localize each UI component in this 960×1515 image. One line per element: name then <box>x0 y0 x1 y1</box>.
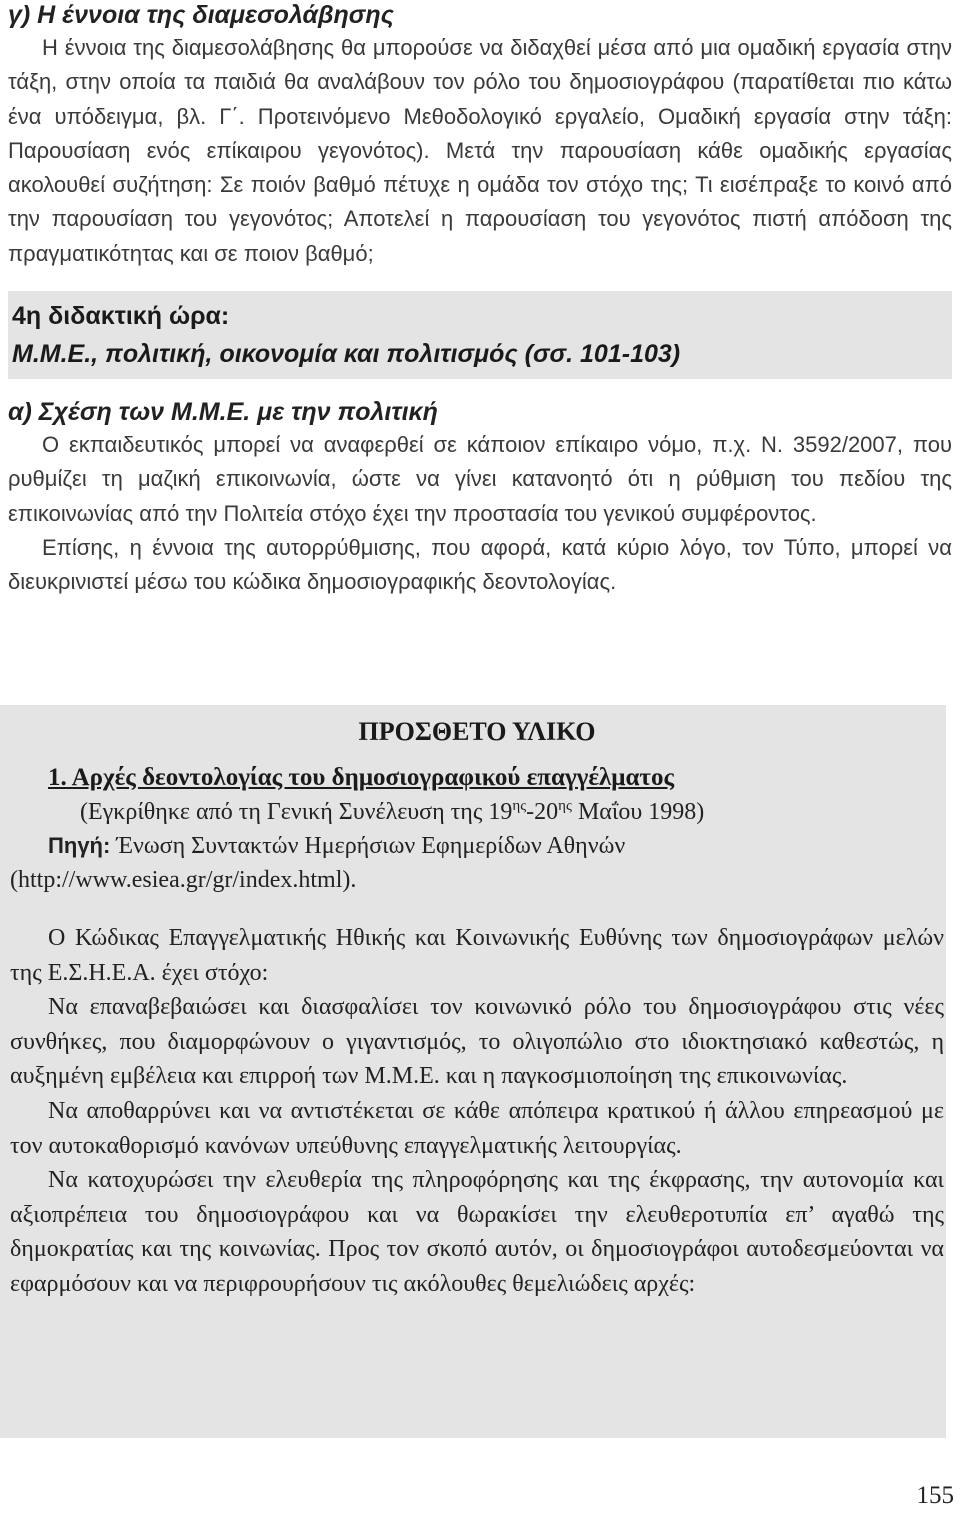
code-paragraph: Να αποθαρρύνει και να αντιστέκεται σε κάθε απόπειρα κρατικού ή άλλου επηρεασμού με τον αυτοκαθορισμό κανόνων υπεύθυνης επαγγελματικής λειτουργίας. <box>10 1097 944 1159</box>
code-paragraph: Να επαναβεβαιώσει και διασφαλίσει τον κοινωνικό ρόλο του δημοσιογράφου στις νέες συνθήκες, που διαμορφώνουν ο γιγαντισμός, το ολιγοπώλιο στο ιδιοκτησιακό καθεστώς, η αυξημένη εμβέλεια και επιρροή των Μ.Μ.Ε. και η παγκοσμιοποίηση της επικοινωνίας. <box>10 994 944 1090</box>
source-label: Πηγή: <box>48 833 111 858</box>
code-paragraph: Ο Κώδικας Επαγγελματικής Ηθικής και Κοινωνικής Ευθύνης των δημοσιογράφων μελών της Ε.Σ.Η.Ε.Α. έχει στόχο: <box>10 925 944 986</box>
extra-material-title: ΠΡΟΣΘΕΤΟ ΥΛΙΚΟ <box>358 717 596 746</box>
lesson-subtitle: Μ.Μ.Ε., πολιτική, οικονομία και πολιτισμός (σσ. 101-103) <box>12 340 681 369</box>
source-text: Ένωση Συντακτών Ημερήσιων Εφημερίδων Αθηνών (http://www.esiea.gr/gr/index.html). <box>10 833 626 893</box>
page-number: 155 <box>916 1482 954 1509</box>
section-c-heading: γ) Η έννοια της διαμεσολάβησης <box>8 1 394 29</box>
approval-note: (Εγκρίθηκε από τη Γενική Συνέλευση της $19^{\eta\varsigma}-20^{\eta\varsigma}$ Μαΐου 1998) <box>80 798 705 825</box>
section-a-heading: α) Σχέση των Μ.Μ.Ε. με την πολιτική <box>8 398 438 427</box>
code-paragraph: Να κατοχυρώσει την ελευθερία της πληροφόρησης και της έκφρασης, την αυτονομία και αξιοπρέπεια του δημοσιογράφου και να θωρακίσει την ελευθεροτυπία επ’ αγαθώ της δημοκρατίας και της κοινωνίας. Προς τον σκοπό αυτόν, οι δημοσιογράφοι αυτοδεσμεύονται να εφαρμόσουν και να περιφρουρήσουν τις ακόλουθες θεμελιώδεις αρχές: <box>10 1167 944 1297</box>
section-a-paragraph-2: Επίσης, η έννοια της αυτορρύθμισης, που αφορά, κατά κύριο λόγο, τον Τύπο, μπορεί να διευκρινιστεί μέσω του κώδικα δημοσιογραφικής δεοντολογίας. <box>8 534 952 595</box>
extra-material-box <box>0 705 946 1438</box>
source-line <box>10 829 944 897</box>
page-content <box>8 0 952 600</box>
article-title: 1. Αρχές δεοντολογίας του δημοσιογραφικού επαγγέλματος <box>48 764 674 791</box>
lesson-title: 4η διδακτική ώρα: <box>12 302 230 331</box>
section-c-paragraph: Η έννοια της διαμεσολάβησης θα μπορούσε να διδαχθεί μέσα από μια ομαδική εργασία στην τάξη, στην οποία τα παιδιά θα αναλάβουν τον ρόλο του δημοσιογράφου (παρατίθεται πιο κάτω ένα υπόδειγμα, βλ. Γ΄. Προτεινόμενο Μεθοδολογικό εργαλείο, Ομαδική εργασία στην τάξη: Παρουσίαση ενός επίκαιρου γεγονότος). Μετά την παρουσίαση κάθε ομαδικής εργασίας ακολουθεί συζήτηση: Σε ποιόν βαθμό πέτυχε η ομάδα τον στόχο της; Τι εισέπραξε το κοινό από την παρουσίαση του γεγονότος; Αποτελεί η παρουσίαση του γεγονότος πιστή απόδοση της πραγματικότητας και σε ποιον βαθμό; <box>8 35 952 266</box>
section-a-paragraph-1: Ο εκπαιδευτικός μπορεί να αναφερθεί σε κάποιον επίκαιρο νόμο, π.χ. Ν. 3592/2007, που ρυθμίζει τη μαζική επικοινωνία, ώστε να γίνει κατανοητό ότι η ρύθμιση του πεδίου της επικοινωνίας από την Πολιτεία στόχο έχει την προστασία του γενικού συμφέροντος. <box>8 432 952 526</box>
lesson-header-box <box>8 291 952 379</box>
